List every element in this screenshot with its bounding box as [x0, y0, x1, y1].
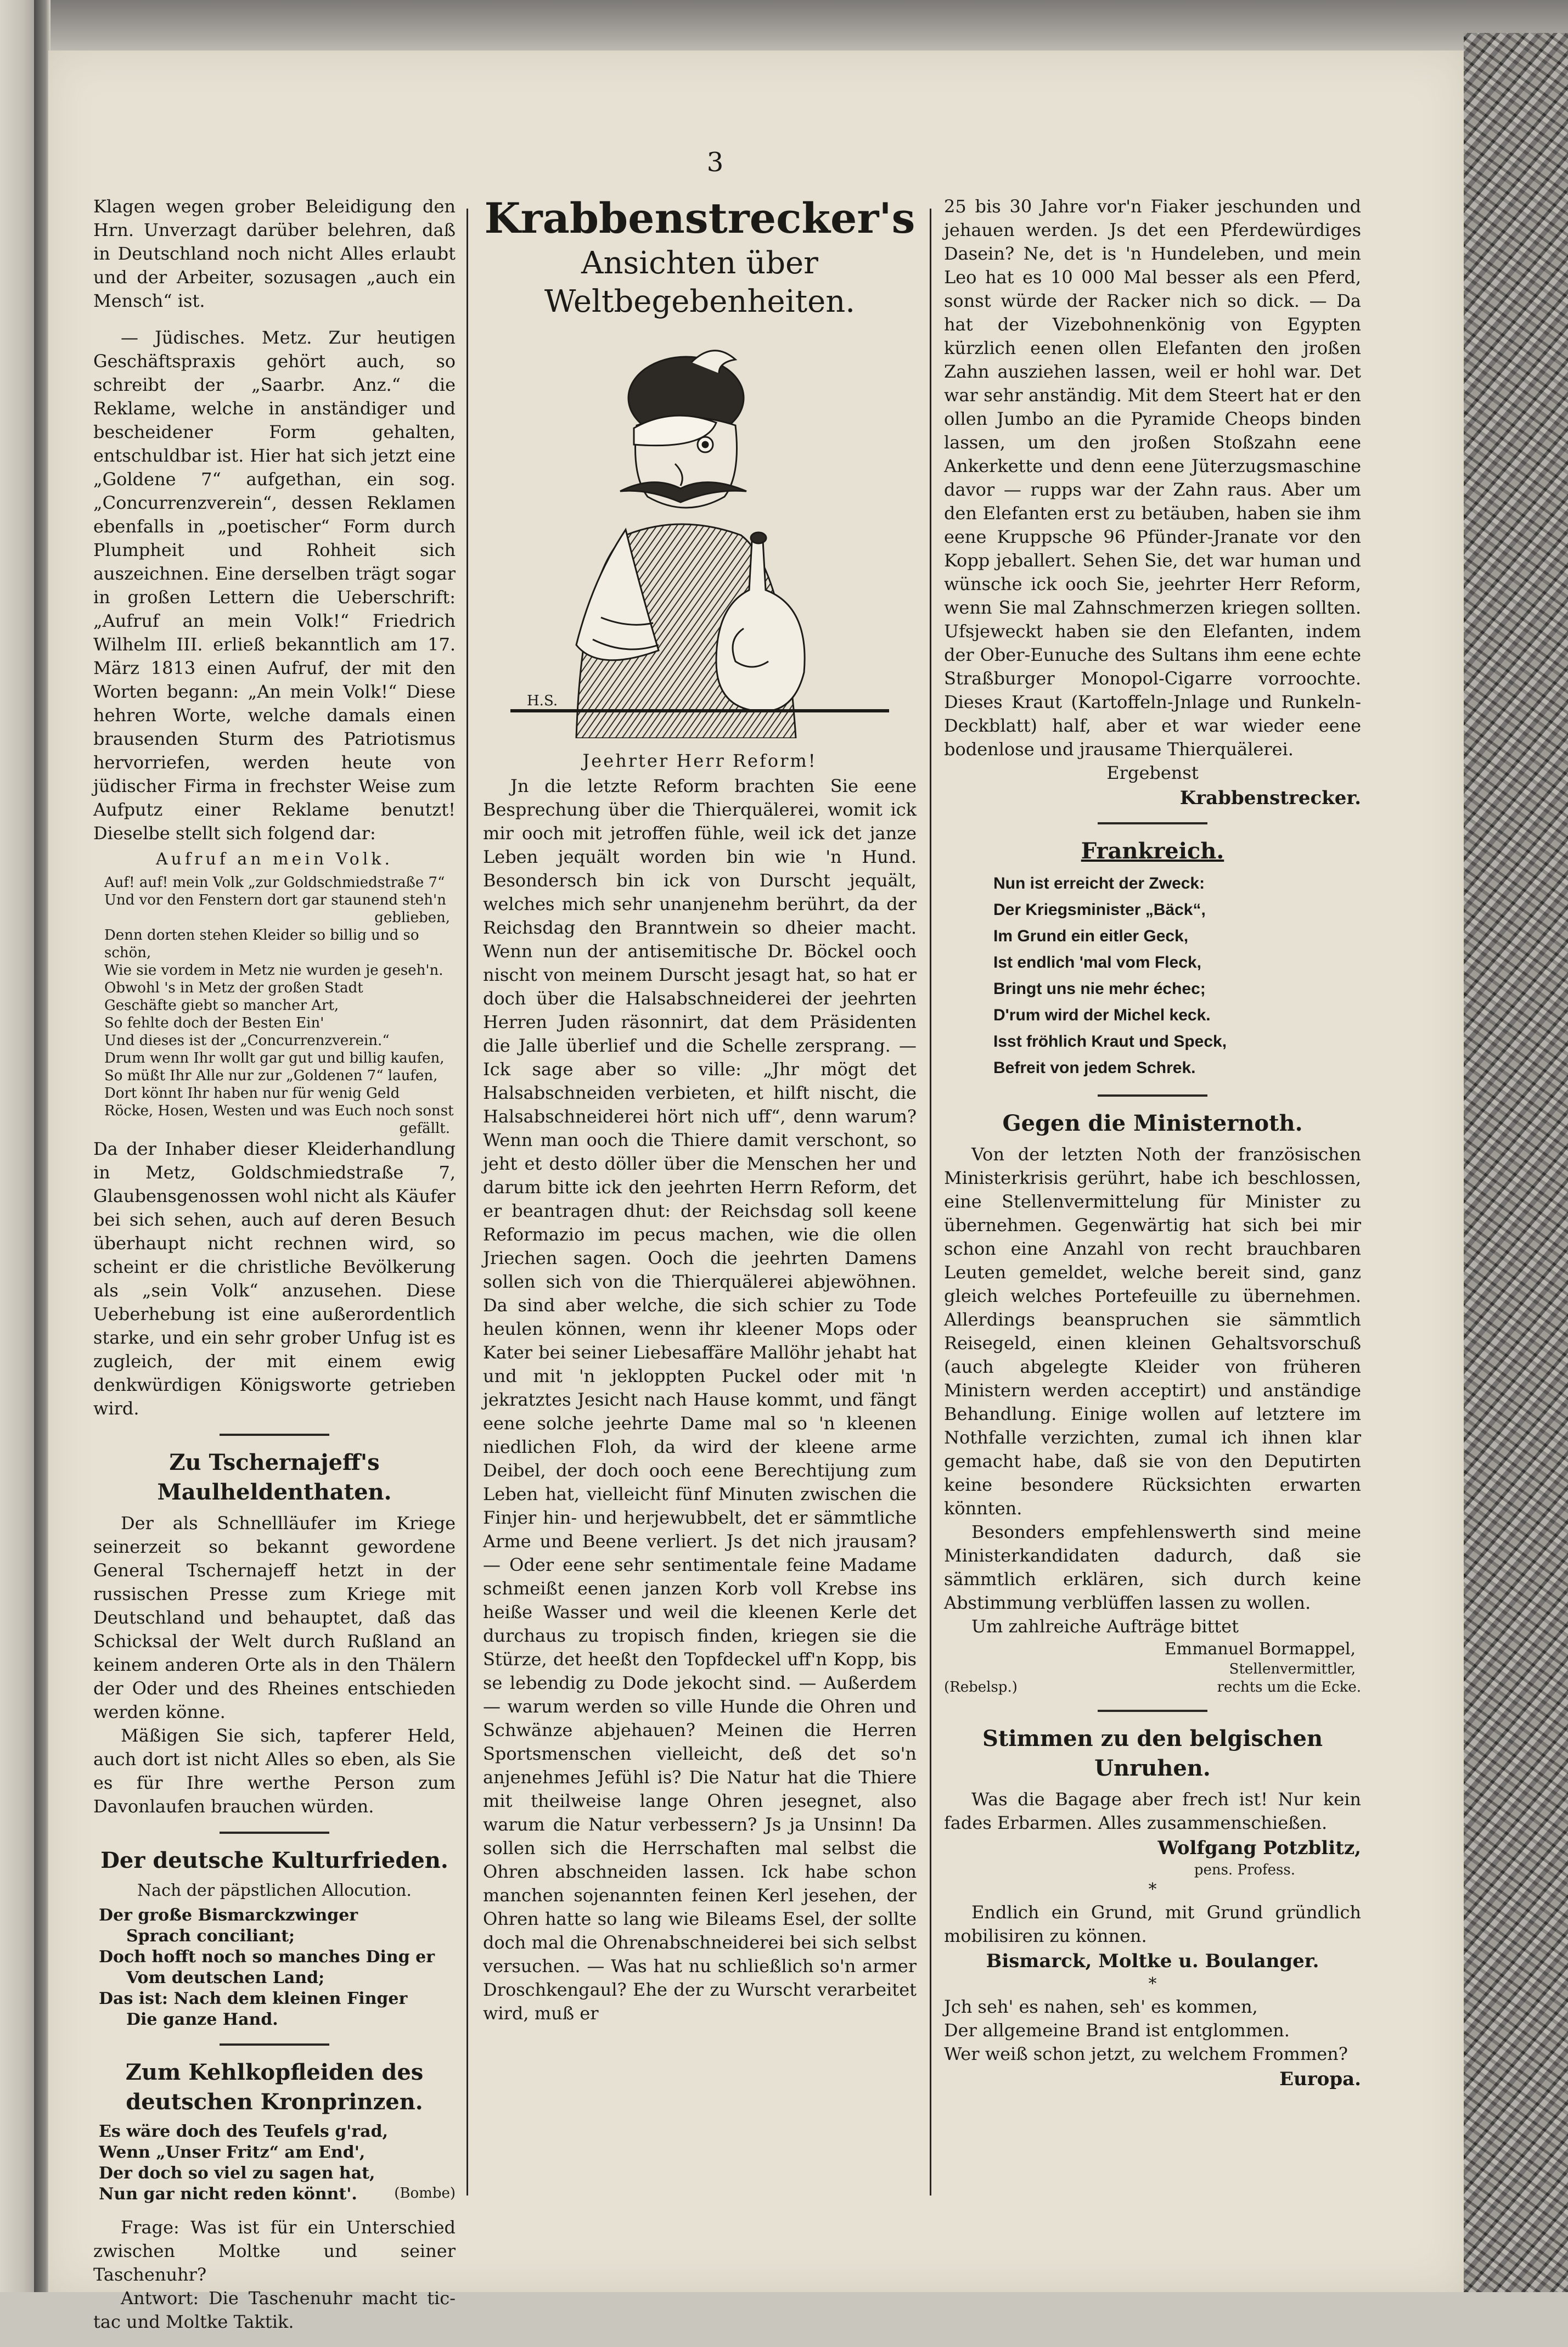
aufruf-line: Denn dorten stehen Kleider so billig und so schön, — [104, 927, 419, 961]
poem-line: Befreit von jedem Schrek. — [993, 1059, 1196, 1077]
article-title: Der deutsche Kulturfrieden. — [100, 1848, 448, 1873]
aufruf-line: Wie sie vordem in Metz nie wurden je geseh'n. — [104, 962, 443, 979]
page-number: 3 — [706, 147, 724, 178]
poem-line: Der Kriegsminister „Bäck“, — [993, 901, 1206, 919]
aufruf-title: Aufruf an mein Volk. — [155, 850, 394, 869]
signature-name: Emmanuel Bormappel, — [1164, 1639, 1356, 1659]
aufruf-line: So fehlte doch der Besten Ein' — [104, 1015, 324, 1031]
quote-signature: Bismarck, Moltke u. Boulanger. — [986, 1950, 1319, 1972]
quote-signature: Europa. — [1279, 2068, 1361, 2090]
source-credit: (Rebelsp.) — [944, 1679, 1018, 1695]
letter-continuation: 25 bis 30 Jahre vor'n Fiaker jeschunden und jehauen werden. Js det een Pferdewürdiges Dasein? Ne, det is 'n Hundeleben, und mein Leo hat es 10 000 Mal besser als een Pferd, sonst würde der Racker nich so dick. — Da hat der Vizebohnenkönig von Egypten kürzlich eenen ollen Elefanten den jroßen Zahn ausziehen lassen, weil er hohl war. Det war sehr anständig. Mit dem Steert hat er den ollen Jumbo an die Pyramide Cheops binden lassen, um den jroßen Stoßzahn eene Ankerkette und denn eene Jüterzugsmaschine davor — rupps war der Zahn raus. Aber um den Elefanten erst zu betäuben, haben sie ihm eene Kruppsche 96 Pfünder-Jranate vor den Kopp jeballert. Sehen Sie, det war human und wünsche ick ooch Sie, jeehrter Herr Reform, wenn Sie mal Zahnschmerzen kriegen sollten. Ufsjeweckt haben sie den Elefanten, indem der Ober-Eunuche des Sultans ihm eene echte Straßburger Monopol-Cigarre vorroochte. Dieses Kraut (Kartoffeln-Jnlage und Runkeln-Deckblatt) half, aber et war wieder eene bodenlose und jrausame Thierquälerei. — [944, 196, 1361, 760]
poem-line: Das ist: Nach dem kleinen Finger — [99, 1989, 408, 2008]
article-subtitle: Nach der päpstlichen Allocution. — [137, 1881, 412, 1900]
signature-address: rechts um die Ecke. — [1217, 1679, 1361, 1695]
aufruf-line: So müßt Ihr Alle nur zur „Goldenen 7“ laufen, — [104, 1068, 438, 1084]
article-paragraph: Besonders empfehlenswerth sind meine Ministerkandidaten dadurch, daß sie sämmtlich erklären, sich durch keine Abstimmung verblüffen lassen zu wollen. — [944, 1521, 1361, 1613]
star-separator: * — [1148, 1974, 1157, 1994]
poem-last-line — [93, 2184, 456, 2205]
signature-role: Stellenvermittler, — [1229, 1661, 1356, 1677]
feature-masthead-subtitle: Ansichten über Weltbegebenheiten. — [544, 245, 856, 319]
section-separator — [1098, 822, 1207, 824]
article-paragraph: Um zahlreiche Aufträge bittet — [971, 1616, 1239, 1637]
star-separator: * — [1148, 1880, 1157, 1899]
article-title: Stimmen zu den belgischen Unruhen. — [982, 1726, 1323, 1781]
section-separator — [1098, 1710, 1207, 1712]
poem-line: Nun ist erreicht der Zweck: — [993, 874, 1205, 892]
article-frankreich — [944, 836, 1361, 1081]
poem-line: Die ganze Hand. — [126, 2010, 278, 2029]
quote: Was die Bagage aber frech ist! Nur kein fades Erbarmen. Alles zusammenschießen. — [944, 1789, 1361, 1833]
aufruf-line: Und dieses ist der „Concurrenzverein.“ — [104, 1032, 390, 1049]
section-separator — [220, 1434, 329, 1436]
letter-body: Jn die letzte Reform brachten Sie eene Besprechung über die Thierquälerei, womit ick mir ooch mit jetroffen fühle, weil ick det janze Leben jequält worden bin wie 'n Hund. Besondersch bin ick von Durscht jequält, welches mich sehr unanjenehm berührt, da der Reichsdag den Branntwein so dheier macht. Wenn nun der antisemitische Dr. Böckel ooch nischt von meinem Durscht jesagt hat, so hat er doch über die Halsabschneiderei der jeehrten Herren Juden räsonnirt, dat dem Präsidenten die Jalle überlief und die Schelle zersprang. — Ick sage aber so ville: „Jhr mögt det Halsabschneiden verbieten, et hilft nischt, die Halsabschneiderei hört nich uff“, denn warum? Wenn man ooch die Thiere damit verschont, so jeht et desto döller über die Menschen her und darum bitte ick den jeehrten Herrn Reform, det er beantragen dhut: der Reichsdag soll keene Reformazio im pecus machen, wie die ollen Jriechen sagen. Ooch die jeehrten Damens sollen sich von die Thierquälerei abjewöhnen. Da sind aber welche, die sich schier zu Tode heulen können, wenn ihr kleener Mops oder Kater bei seiner Liebesaffäre Mallöhr jehabt hat und mit 'n jekloppten Puckel oder mit 'n jekratztes Jesicht nach Hause kommt, und fängt eene solche jeehrte Dame mal so 'n kleenen niedlichen Floh, da wird der kleene arme Deibel, der doch ooch eene Berechtijung zum Leben hat, vielleicht fünf Minuten zwischen die Finjer hin- und herjewubbelt, det er sämmtliche Arme und Beene verliert. Js det nich jrausam? — Oder eene sehr sentimentale feine Madame schmeißt eenen janzen Korb voll Krebse ins heiße Wasser und weil die kleenen Kerle det durchaus zu tropisch finden, kriegen sie die Stürze, det heeßt den Topfdeckel uff'n Kopp, bis se lebendig zu Dode jekocht sind. — Außerdem — warum werden so ville Hunde die Ohren und Schwänze abjehauen? Meinen die Herren Sportsmenschen vielleicht, deß det so'n anjenehmes Jefühl is? Die Natur hat die Thiere mit theilweise lange Ohren jesegnet, also warum die Natur verbessern? Js ja Unsinn! Da sollen sich die Herrschaften mal selbst die Ohren abschneiden lassen. Ick habe schon manchen sojenannten feinen Kerl jesehen, der Ohren hatte so lang wie Bileams Esel, der sollte doch mal die Ohrenabschneiderei bei sich selbst versuchen. — Was hat nu schließlich so'n armer Droschkengaul? Ehe der zu Wurscht verarbeitet wird, muß er — [483, 776, 917, 2024]
caricature-illustration — [510, 332, 889, 738]
section-separator — [220, 1832, 329, 1834]
article-ministernoth — [944, 1109, 1361, 1697]
poem-line: Wer weiß schon jetzt, zu welchem Frommen? — [944, 2043, 1348, 2064]
letter-signature: Krabbenstrecker. — [1179, 787, 1361, 809]
aufruf-line: Obwohl 's in Metz der großen Stadt — [104, 980, 363, 996]
middle-column — [483, 195, 917, 2025]
source-credit: (Bombe) — [394, 2185, 456, 2202]
right-column — [944, 195, 1361, 2104]
left-page-edge — [0, 0, 38, 2292]
article-intro: Klagen wegen grober Beleidigung den Hrn. Unverzagt darüber belehren, daß in Deutschland noch nicht Alles erlaubt und der Arbeiter, sozusagen „auch ein Mensch“ ist. — [93, 196, 456, 311]
aufruf-line: gefällt. — [399, 1120, 450, 1137]
poem-line: Im Grund ein eitler Geck, — [993, 927, 1189, 945]
article-title: Frankreich. — [1081, 838, 1224, 864]
aufruf-line: Dort könnt Ihr haben nur für wenig Geld — [104, 1085, 400, 1102]
poem-line: Nun gar nicht reden könnt'. — [99, 2185, 357, 2204]
aufruf-line: Auf! auf! mein Volk „zur Goldschmiedstraße 7“ — [104, 874, 445, 891]
article-title: Zum Kehlkopfleiden des deutschen Kronprinzen. — [125, 2059, 424, 2115]
signature-address-line — [944, 1678, 1361, 1697]
section-separator — [220, 2043, 329, 2046]
quote: Endlich ein Grund, mit Grund gründlich mobilisiren zu können. — [944, 1902, 1361, 1946]
article-juedisches — [93, 326, 456, 1420]
poem-line: Wenn „Unser Fritz“ am End', — [99, 2143, 366, 2162]
aufruf-line: Röcke, Hosen, Westen und was Euch noch sonst — [104, 1103, 454, 1119]
poem-line: Isst fröhlich Kraut und Speck, — [993, 1032, 1227, 1051]
article-title: Gegen die Ministernoth. — [1002, 1110, 1303, 1136]
column-rule — [467, 209, 468, 2196]
aufruf-line: Und vor den Fenstern dort gar staunend steh'n — [104, 892, 446, 908]
section-separator — [1098, 1094, 1207, 1097]
aufruf-line: Drum wenn Ihr wollt gar gut und billig kaufen, — [104, 1050, 445, 1066]
poem-line: Doch hofft noch so manches Ding er — [99, 1947, 435, 1967]
article-tschernajeff — [93, 1448, 456, 1818]
letter-closing: Ergebenst — [1106, 762, 1199, 783]
article-paragraph: — Jüdisches. Metz. Zur heutigen Geschäftspraxis gehört auch, so schreibt der „Saarbr. Anz.“ die Reklame, welche in anständiger und bescheidener Form gehalten, entschuldbar ist. Hier hat sich jetzt eine „Goldene 7“ aufgethan, ein sog. „Concurrenzverein“, dessen Reklamen ebenfalls in „poetischer“ Form durch Plumpheit und Rohheit sich auszeichnen. Eine derselben trägt sogar in großen Lettern die Ueberschrift: „Aufruf an mein Volk!“ Friedrich Wilhelm III. erließ bekanntlich am 17. März 1813 einen Aufruf, der mit den Worten begann: „An mein Volk!“ Diese hehren Worte, welche damals einen brausenden Sturm des Patriotismus hervorriefen, werden heute von jüdischer Firma in frechster Weise zum Aufputz einer Reklame benutzt! Dieselbe stellt sich folgend dar: — [93, 327, 456, 844]
marbled-cover-edge — [1464, 33, 1568, 2292]
poem-line: Der doch so viel zu sagen hat, — [99, 2164, 375, 2183]
article-kehlkopf — [93, 2058, 456, 2334]
left-column — [93, 195, 456, 2347]
article-paragraph: Der als Schnellläufer im Kriege seinerzeit so bekannt gewordene General Tschernajeff hetzt in der russischen Presse zum Kriege mit Deutschland und behauptet, daß das Schicksal der Welt durch Rußland an keinem anderen Orte als in den Thälern der Oder und des Rheines entschieden werden könne. — [93, 1513, 456, 1722]
quote-signature-role: pens. Profess. — [1194, 1862, 1295, 1878]
article-kulturfrieden — [93, 1846, 456, 2030]
illustration-signature: H.S. — [527, 693, 558, 709]
column-rule — [930, 209, 931, 2196]
article-paragraph: Von der letzten Noth der französischen Ministerkrisis gerührt, habe ich beschlossen, eine Stellenvermittelung für Minister zu übernehmen. Gegenwärtig hat sich bei mir schon eine Anzahl von recht brauchbaren Leuten gemeldet, welche bereit sind, ganz gleich welches Portefeuille zu übernehmen. Allerdings beanspruchen sie sämmtlich Reisegeld, einen kleinen Gehaltsvorschuß (auch abgelegte Kleider von früheren Ministern werden acceptirt) und anständige Behandlung. Einige wollen auf letztere im Nothfalle verzichten, zumal ich ihnen klar gemacht habe, daß sie von den Deputirten keine besondere Rücksichten erwarten könnten. — [944, 1144, 1361, 1519]
poem-line: Sprach conciliant; — [126, 1927, 295, 1946]
article-paragraph: Antwort: Die Taschenuhr macht tic-tac und Moltke Taktik. — [93, 2288, 456, 2332]
article-paragraph: Frage: Was ist für ein Unterschied zwischen Moltke und seiner Taschenuhr? — [93, 2217, 456, 2285]
feature-masthead-title: Krabbenstrecker's — [484, 194, 915, 243]
poem-line: Es wäre doch des Teufels g'rad, — [99, 2122, 389, 2141]
aufruf-line: Geschäfte giebt so mancher Art, — [104, 997, 339, 1014]
quote-signature: Wolfgang Potzblitz, — [1157, 1837, 1361, 1859]
poem-line: Vom deutschen Land; — [126, 1968, 325, 1987]
article-paragraph: Mäßigen Sie sich, tapferer Held, auch dort ist nicht Alles so eben, als Sie es für Ihre werthe Person zum Davonlaufen brauchen würden. — [93, 1725, 456, 1817]
article-title: Zu Tschernajeff's Maulheldenthaten. — [157, 1450, 392, 1505]
poem-line: Jch seh' es nahen, seh' es kommen, — [944, 1996, 1258, 2017]
article-paragraph: Da der Inhaber dieser Kleiderhandlung in Metz, Goldschmiedstraße 7, Glaubensgenossen wohl nicht als Käufer bei sich sehen, auch auf deren Besuch überhaupt nicht rechnen wird, so scheint er die christliche Bevölkerung als „sein Volk“ anzusehen. Diese Ueberhebung ist eine außerordentlich starke, und ein sehr grober Unfug ist es zugleich, der mit einem ewig denkwürdigen Königsworte getrieben wird. — [93, 1138, 456, 1419]
poem-line: Bringt uns nie mehr échec; — [993, 980, 1206, 998]
poem-line: D'rum wird der Michel keck. — [993, 1006, 1211, 1024]
article-belgien — [944, 1724, 1361, 2091]
aufruf-line: geblieben, — [374, 909, 450, 926]
poem-line: Der große Bismarckzwinger — [99, 1906, 358, 1925]
poem-line: Ist endlich 'mal vom Fleck, — [993, 953, 1201, 972]
poem-line: Der allgemeine Brand ist entglommen. — [944, 2020, 1290, 2041]
letter-greeting: Jeehrter Herr Reform! — [582, 750, 817, 771]
